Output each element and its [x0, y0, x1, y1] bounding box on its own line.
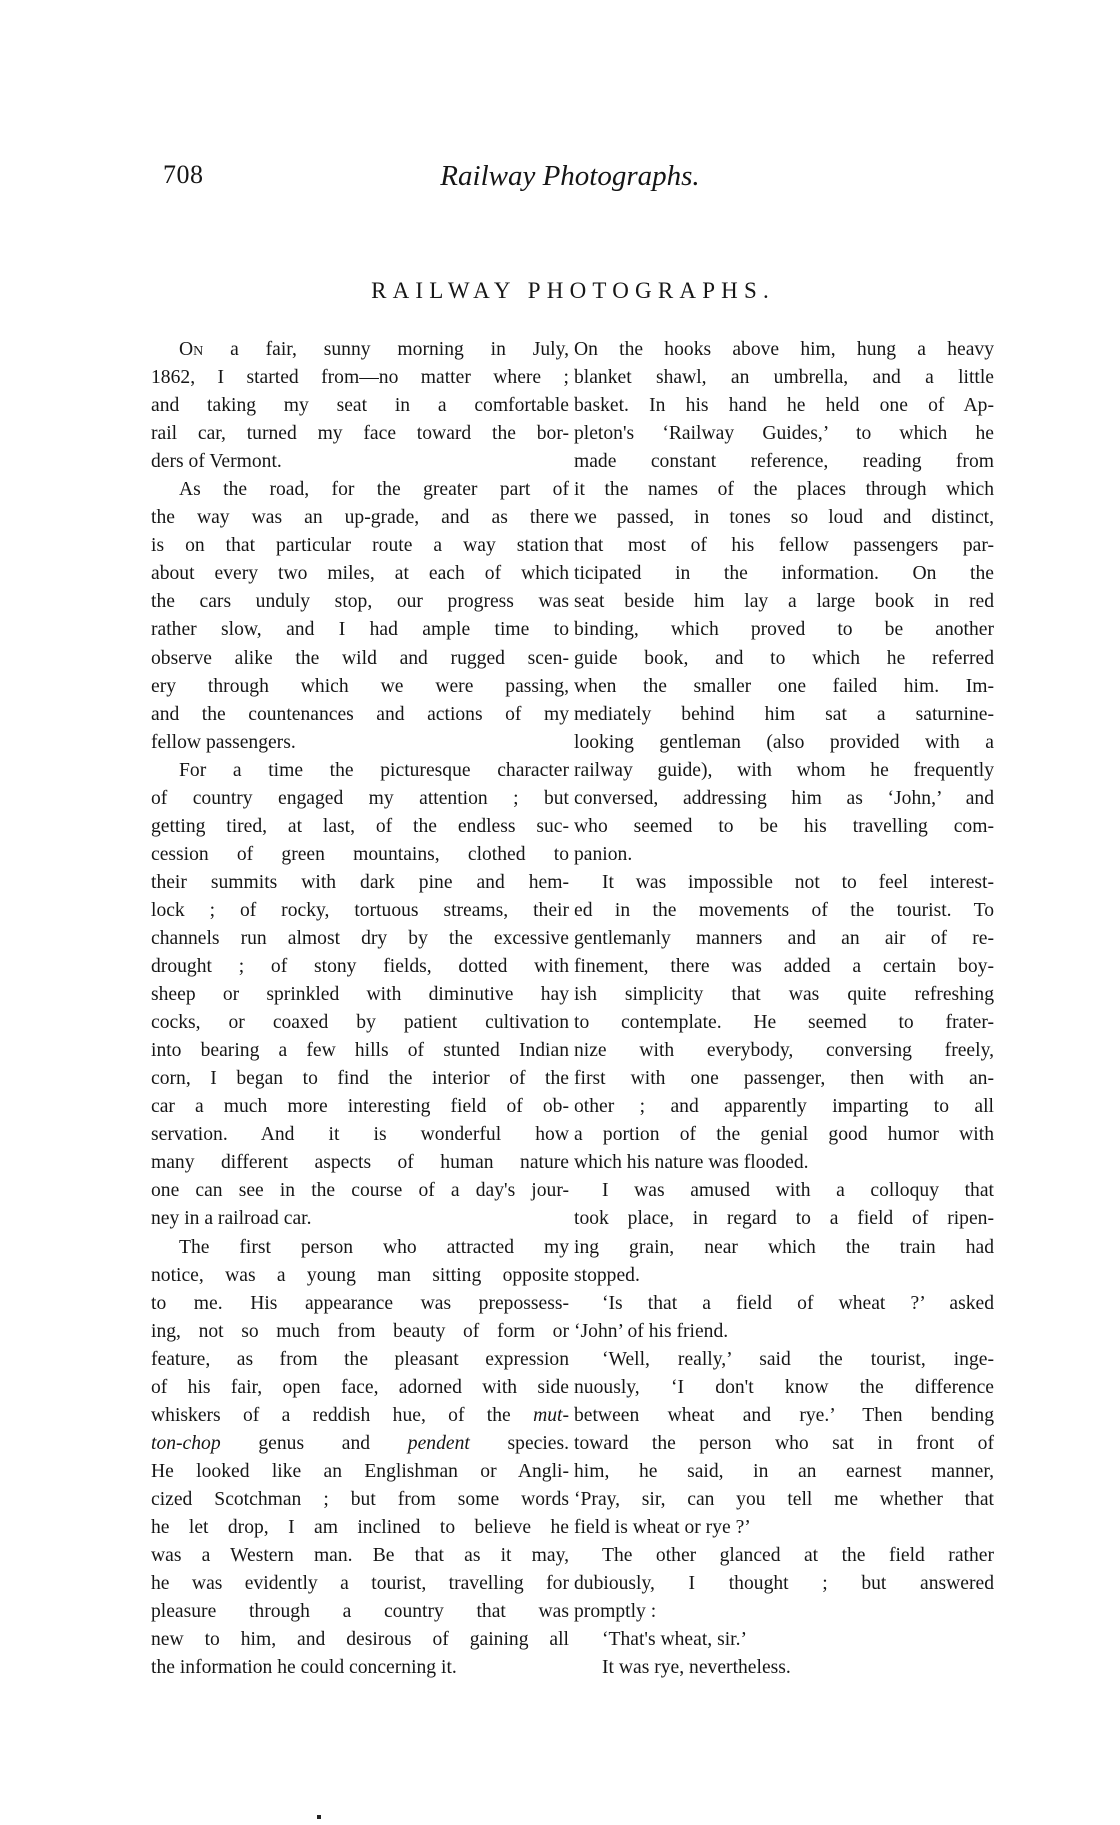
text-line: the way was an up-grade, and as there: [151, 507, 569, 529]
text-line: ed in the movements of the tourist. To: [574, 899, 994, 921]
text-line: binding, which proved to be another: [574, 619, 994, 641]
text-line: to me. His appearance was prepossess-: [151, 1292, 569, 1314]
left-column: [151, 336, 569, 1682]
text-line: looking gentleman (also provided with a: [574, 731, 994, 753]
text-line: It was impossible not to feel interest-: [602, 871, 994, 893]
text-line: seat beside him lay a large book in red: [574, 591, 994, 613]
text-line: sheep or sprinkled with diminutive hay: [151, 984, 569, 1006]
text-line: I was amused with a colloquy that: [602, 1180, 994, 1202]
text-line: new to him, and desirous of gaining all: [151, 1629, 569, 1651]
text-line: other ; and apparently imparting to all: [574, 1096, 994, 1118]
text-line: between wheat and rye.’ Then bending: [574, 1404, 994, 1426]
text-line: promptly :: [574, 1601, 657, 1623]
text-line: cession of green mountains, clothed to: [151, 843, 569, 865]
text-line: basket. In his hand he held one of Ap-: [574, 395, 994, 417]
text-line: corn, I began to find the interior of the: [151, 1068, 569, 1090]
text-line: rail car, turned my face toward the bor-: [151, 423, 569, 445]
text-line: The other glanced at the field rather: [602, 1545, 994, 1567]
text-line: we passed, in tones so loud and distinct,: [574, 507, 994, 529]
text-line: when the smaller one failed him. Im-: [574, 675, 994, 697]
text-line: field is wheat or rye ?’: [574, 1516, 751, 1538]
right-column: [574, 336, 994, 1682]
text-line: ‘Is that a field of wheat ?’ asked: [602, 1292, 994, 1314]
text-line: and the countenances and actions of my: [151, 703, 569, 725]
text-line: gentlemanly manners and an air of re-: [574, 927, 994, 949]
text-line: of his fair, open face, adorned with side: [151, 1376, 569, 1398]
text-line: it the names of the places through which: [574, 479, 994, 501]
text-line: ney in a railroad car.: [151, 1208, 312, 1230]
text-line: The first person who attracted my: [179, 1236, 569, 1258]
text-line: ish simplicity that was quite refreshing: [574, 984, 994, 1006]
text-line: For a time the picturesque character: [179, 759, 569, 781]
text-line: fellow passengers.: [151, 731, 296, 753]
text-line: observe alike the wild and rugged scen-: [151, 647, 569, 669]
text-line: servation. And it is wonderful how: [151, 1124, 569, 1146]
text-line: channels run almost dry by the excessive: [151, 927, 569, 949]
text-line: pleasure through a country that was: [151, 1601, 569, 1623]
text-line: the information he could concerning it.: [151, 1657, 457, 1679]
text-line: He looked like an Englishman or Angli-: [151, 1460, 569, 1482]
text-line: ‘Well, really,’ said the tourist, inge-: [602, 1348, 994, 1370]
text-line: to contemplate. He seemed to frater-: [574, 1012, 994, 1034]
text-line: On the hooks above him, hung a heavy: [574, 339, 994, 360]
text-line: ing grain, near which the train had: [574, 1236, 994, 1258]
text-line: made constant reference, reading from: [574, 451, 994, 473]
article-title: RAILWAY PHOTOGRAPHS.: [371, 278, 775, 303]
text-line: drought ; of stony fields, dotted with: [151, 956, 569, 978]
text-line: getting tired, at last, of the endless suc-: [151, 815, 569, 837]
text-line: panion.: [574, 843, 633, 865]
text-line: mediately behind him sat a saturnine-: [574, 703, 994, 725]
text-line: about every two miles, at each of which: [151, 563, 569, 585]
text-line: first with one passenger, then with an-: [574, 1068, 994, 1090]
text-line: railway guide), with whom he frequently: [574, 759, 994, 781]
text-line: As the road, for the greater part of: [179, 479, 569, 501]
text-line: dubiously, I thought ; but answered: [574, 1573, 994, 1595]
text-line: ery through which we were passing,: [151, 675, 569, 697]
text-line: 1862, I started from—no matter where ;: [151, 367, 569, 389]
text-line: of country engaged my attention ; but: [151, 787, 569, 809]
text-line: rather slow, and I had ample time to: [151, 619, 569, 641]
text-line: stopped.: [574, 1264, 640, 1286]
text-line: their summits with dark pine and hem-: [151, 871, 569, 893]
text-line: car a much more interesting field of ob-: [151, 1096, 569, 1118]
text-line: nuously, ‘I don't know the difference: [574, 1376, 994, 1398]
text-line: was a Western man. Be that as it may,: [151, 1545, 569, 1567]
text-line: and taking my seat in a comfortable: [151, 395, 569, 417]
text-line: feature, as from the pleasant expression: [151, 1348, 569, 1370]
text-line: It was rye, nevertheless.: [602, 1657, 791, 1679]
text-line: a portion of the genial good humor with: [574, 1124, 994, 1146]
text-line: ton-chop genus and pendent species.: [151, 1432, 569, 1454]
text-line: took place, in regard to a field of ripen-: [574, 1208, 994, 1230]
text-line: he was evidently a tourist, travelling for: [151, 1573, 569, 1595]
text-line: ‘Pray, sir, can you tell me whether that: [574, 1488, 994, 1510]
text-line: ‘John’ of his friend.: [574, 1320, 729, 1342]
text-line: one can see in the course of a day's jour-: [151, 1180, 569, 1202]
text-line: On a fair, sunny morning in July,: [179, 339, 569, 360]
text-line: cocks, or coaxed by patient cultivation: [151, 1012, 569, 1034]
text-line: toward the person who sat in front of: [574, 1432, 994, 1454]
page-number: 708: [163, 160, 204, 189]
text-line: finement, there was added a certain boy-: [574, 956, 994, 978]
text-line: nize with everybody, conversing freely,: [574, 1040, 994, 1062]
text-line: ing, not so much from beauty of form or: [151, 1320, 569, 1342]
text-line: him, he said, in an earnest manner,: [574, 1460, 994, 1482]
text-line: many different aspects of human nature: [151, 1152, 569, 1174]
text-line: whiskers of a reddish hue, of the mut-: [151, 1404, 569, 1426]
text-line: into bearing a few hills of stunted Indian: [151, 1040, 569, 1062]
text-line: ‘That's wheat, sir.’: [602, 1629, 748, 1651]
text-line: pleton's ‘Railway Guides,’ to which he: [574, 423, 994, 445]
text-line: he let drop, I am inclined to believe he: [151, 1516, 569, 1538]
text-line: guide book, and to which he referred: [574, 647, 994, 669]
text-line: who seemed to be his travelling com-: [574, 815, 994, 837]
text-line: cized Scotchman ; but from some words: [151, 1488, 569, 1510]
text-line: ders of Vermont.: [151, 451, 282, 473]
text-line: ticipated in the information. On the: [574, 563, 994, 585]
running-head: Railway Photographs.: [440, 160, 700, 192]
text-line: is on that particular route a way station: [151, 535, 569, 557]
text-line: the cars unduly stop, our progress was: [151, 591, 569, 613]
text-line: which his nature was flooded.: [574, 1152, 809, 1174]
text-line: lock ; of rocky, tortuous streams, their: [151, 899, 569, 921]
text-line: conversed, addressing him as ‘John,’ and: [574, 787, 994, 809]
print-speck: [317, 1815, 321, 1819]
text-line: that most of his fellow passengers par-: [574, 535, 994, 557]
text-line: blanket shawl, an umbrella, and a little: [574, 367, 994, 389]
text-line: notice, was a young man sitting opposite: [151, 1264, 569, 1286]
